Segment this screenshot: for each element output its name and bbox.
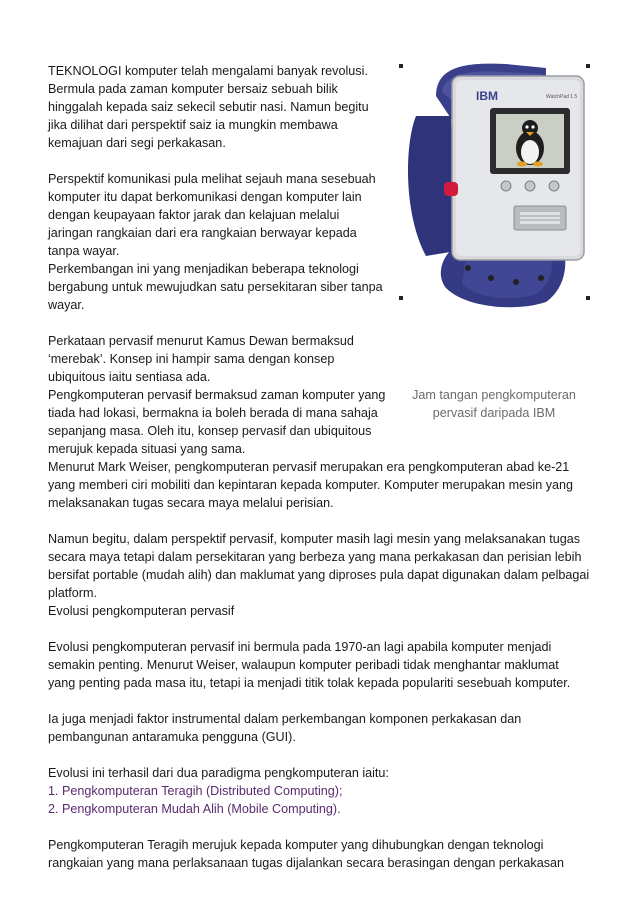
list-link[interactable]: 2. Pengkomputeran Mudah Alih (Mobile Computing). <box>48 802 341 816</box>
text-line: tanpa wayar. <box>48 244 120 258</box>
ibm-watch-photo <box>396 56 592 312</box>
text-line: TEKNOLOGI komputer telah mengalami banyak revolusi. <box>48 64 368 78</box>
caption-line: Jam tangan pengkomputeran <box>412 388 576 402</box>
text-line: bersifat portable (mudah alih) dan maklumat yang diproses pula dapat digunakan dalam pelbagai <box>48 568 590 582</box>
text-line: Evolusi pengkomputeran pervasif ini bermula pada 1970-an lagi apabila komputer menjadi <box>48 640 552 654</box>
list-link[interactable]: 1. Pengkomputeran Teragih (Distributed Computing); <box>48 784 343 798</box>
text-line: ‘merebak’. Konsep ini hampir sama dengan konsep <box>48 352 335 366</box>
caption-line: pervasif daripada IBM <box>432 406 556 420</box>
text-line: jika dilihat dari perspektif saiz ia mungkin membawa <box>48 118 338 132</box>
text-line: yang penting pada masa itu, tetapi ia menjadi titik tolak kepada populariti sesebuah komputer. <box>48 676 571 690</box>
text-line: bergabung untuk mewujudkan satu persekitaran siber tanpa <box>48 280 383 294</box>
text-line: sepanjang masa. Oleh itu, konsep pervasif dan ubiquitous <box>48 424 372 438</box>
text-line: platform. <box>48 586 97 600</box>
watch-illustration <box>396 56 592 312</box>
text-line: Evolusi pengkomputeran pervasif <box>48 604 235 618</box>
text-line: dengan keupayaan faktor jarak dan kelajuan melalui <box>48 208 340 222</box>
text-line: yang memberi ciri mobiliti dan kepintaran kepada komputer. Komputer merupakan mesin yang <box>48 478 574 492</box>
text-line: Ia juga menjadi faktor instrumental dalam perkembangan komponen perkakasan dan <box>48 712 522 726</box>
text-line: melaksanakan tugas secara maya melalui perisian. <box>48 496 334 510</box>
model-label: WatchPad 1.5 <box>546 94 578 100</box>
text-line: semakin penting. Menurut Weiser, walaupun komputer peribadi tidak menghantar maklumat <box>48 658 559 672</box>
text-line: komputer itu dapat berkomunikasi dengan komputer lain <box>48 190 362 204</box>
brand-logo: IBM <box>476 89 498 103</box>
crop-mark <box>399 296 403 300</box>
text-line: Perspektif komunikasi pula melihat sejauh mana sesebuah <box>48 172 376 186</box>
text-line: hinggalah kepada saiz sekecil sebutir nasi. Namun begitu <box>48 100 369 114</box>
text-line: kemajuan dari segi perkakasan. <box>48 136 226 150</box>
text-line: Pengkomputeran pervasif bermaksud zaman komputer yang <box>48 388 386 402</box>
text-line: secara maya tetapi dalam persekitaran yang berbeza yang mana perkakasan dan perisian lebih <box>48 550 582 564</box>
text-line: Evolusi ini terhasil dari dua paradigma pengkomputeran iaitu: <box>48 766 389 780</box>
text-line: pembangunan antaramuka pengguna (GUI). <box>48 730 296 744</box>
crop-mark <box>586 64 590 68</box>
text-line: Namun begitu, dalam perspektif pervasif, komputer masih lagi mesin yang melaksanakan tugas <box>48 532 581 546</box>
crop-mark <box>586 296 590 300</box>
figure-caption <box>396 386 592 422</box>
text-line: rangkaian yang mana perlaksanaan tugas dijalankan secara berasingan dengan perkakasan <box>48 856 565 870</box>
text-line: Menurut Mark Weiser, pengkomputeran pervasif merupakan era pengkomputeran abad ke-21 <box>48 460 570 474</box>
text-line: wayar. <box>48 298 85 312</box>
text-line: Bermula pada zaman komputer bersaiz sebuah bilik <box>48 82 338 96</box>
crop-mark <box>399 64 403 68</box>
text-line: merujuk kepada situasi yang sama. <box>48 442 246 456</box>
text-line: Pengkomputeran Teragih merujuk kepada komputer yang dihubungkan dengan teknologi <box>48 838 544 852</box>
text-line: tiada had lokasi, bermakna ia boleh berada di mana sahaja <box>48 406 378 420</box>
text-line: Perkembangan ini yang menjadikan beberapa teknologi <box>48 262 359 276</box>
text-line: Perkataan pervasif menurut Kamus Dewan bermaksud <box>48 334 354 348</box>
text-line: ubiquitous iaitu sentiasa ada. <box>48 370 211 384</box>
text-line: jaringan rangkaian dari era rangkaian berwayar kepada <box>48 226 357 240</box>
